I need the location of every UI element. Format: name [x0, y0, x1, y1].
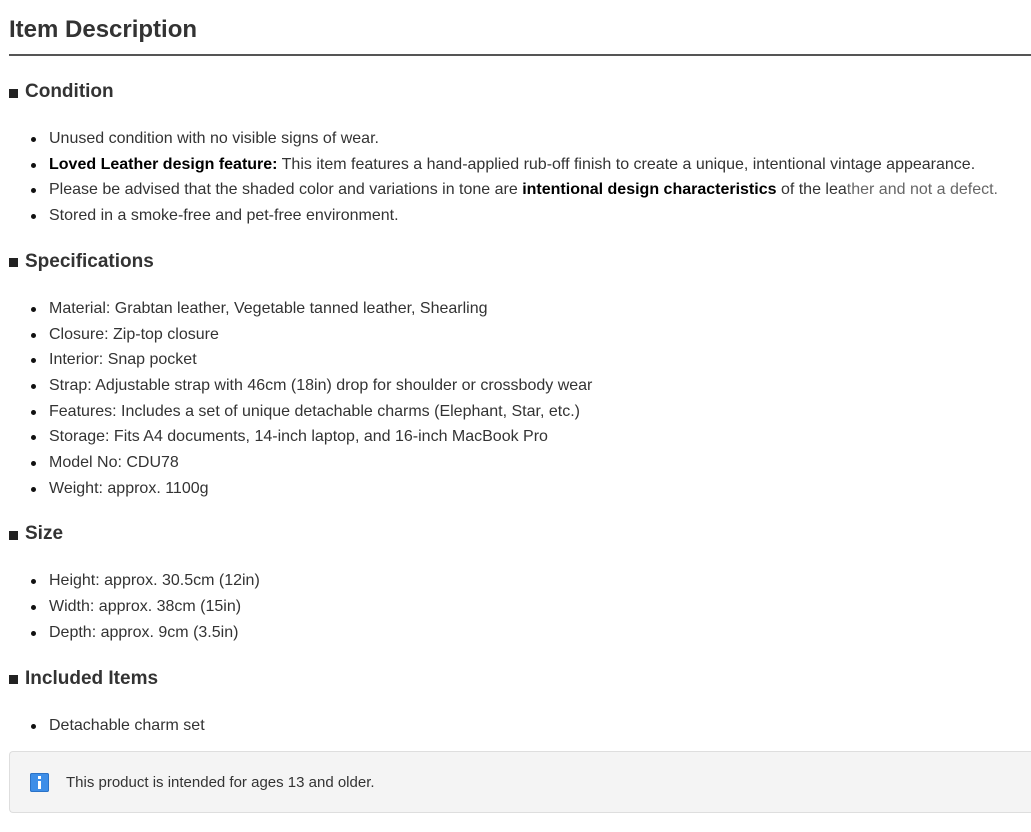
list-item: Features: Includes a set of unique detachable charms (Elephant, Star, etc.)	[49, 399, 1031, 425]
square-bullet-icon	[9, 531, 18, 540]
size-list	[9, 568, 1031, 645]
list-item: Storage: Fits A4 documents, 14-inch laptop, and 16-inch MacBook Pro	[49, 424, 1031, 450]
list-item: Closure: Zip-top closure	[49, 322, 1031, 348]
section-heading-text: Size	[25, 523, 64, 545]
condition-list	[9, 126, 1031, 229]
info-icon	[30, 773, 49, 792]
list-item: Please be advised that the shaded color and variations in tone are intentional design characteristics of the leather and not a defect.	[49, 177, 1031, 203]
list-item: Loved Leather design feature: This item features a hand-applied rub-off finish to create a unique, intentional vintage appearance.	[49, 152, 1031, 178]
section-heading-text: Included Items	[25, 667, 159, 689]
section-heading-condition	[9, 80, 1031, 104]
list-item: Model No: CDU78	[49, 450, 1031, 476]
list-item: Weight: approx. 1100g	[49, 476, 1031, 502]
title-divider	[9, 54, 1031, 56]
list-item: Stored in a smoke-free and pet-free environment.	[49, 203, 1031, 229]
list-item: Detachable charm set	[49, 713, 1031, 739]
age-notice-box	[9, 751, 1031, 813]
square-bullet-icon	[9, 89, 18, 98]
square-bullet-icon	[9, 258, 18, 267]
square-bullet-icon	[9, 675, 18, 684]
section-heading-text: Specifications	[25, 250, 154, 272]
list-item: Depth: approx. 9cm (3.5in)	[49, 620, 1031, 646]
included-items-list	[9, 713, 1031, 739]
list-item: Material: Grabtan leather, Vegetable tanned leather, Shearling	[49, 296, 1031, 322]
item-description	[9, 0, 1031, 791]
list-item: Interior: Snap pocket	[49, 347, 1031, 373]
list-item: Height: approx. 30.5cm (12in)	[49, 568, 1031, 594]
notice-text: This product is intended for ages 13 and older.	[66, 773, 375, 791]
list-item: Width: approx. 38cm (15in)	[49, 594, 1031, 620]
specifications-list	[9, 296, 1031, 502]
section-heading-size	[9, 522, 1031, 546]
list-item: Unused condition with no visible signs of wear.	[49, 126, 1031, 152]
section-heading-included-items	[9, 667, 1031, 691]
section-heading-text: Condition	[25, 81, 114, 102]
page-title: Item Description	[9, 16, 198, 43]
list-item: Strap: Adjustable strap with 46cm (18in) drop for shoulder or crossbody wear	[49, 373, 1031, 399]
section-heading-specifications	[9, 250, 1031, 274]
